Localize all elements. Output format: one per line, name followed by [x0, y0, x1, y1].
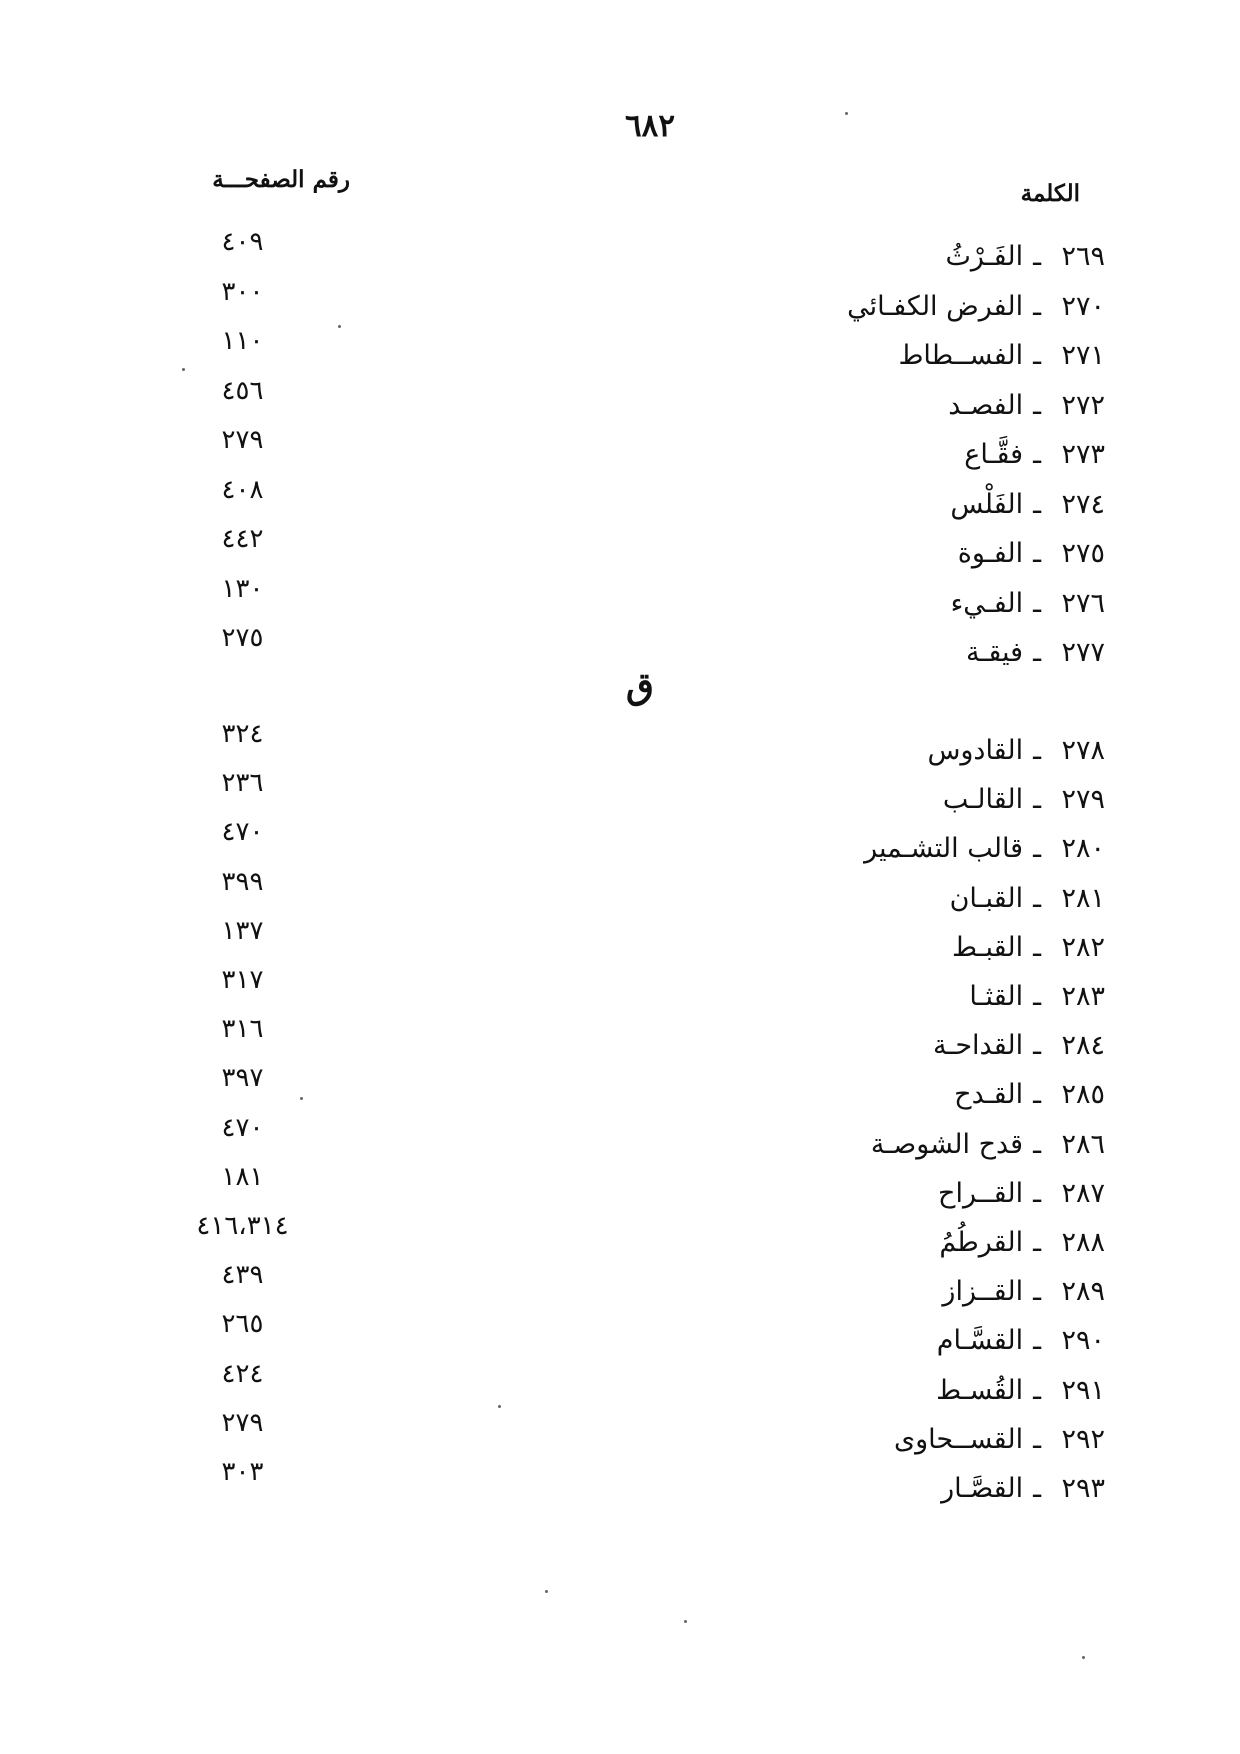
entry-row	[700, 973, 1105, 1021]
entry-page-ref: ٢٧٥	[221, 623, 264, 653]
entry-number: ٢٧٧	[1061, 637, 1105, 668]
entry-row	[700, 1071, 1105, 1119]
entry-word: الفَلْس	[950, 488, 1024, 520]
entry-dash: ـ	[1033, 1276, 1041, 1308]
entry-word: القسَّـام	[936, 1325, 1024, 1357]
entry-page-ref: ٣٩٧	[221, 1063, 264, 1094]
entry-number: ٢٦٩	[1061, 241, 1105, 272]
entry-number: ٢٨٥	[1061, 1079, 1105, 1111]
entry-row	[700, 283, 1105, 331]
entry-number: ٢٩٣	[1061, 1473, 1105, 1504]
entry-number: ٢٧٤	[1061, 488, 1105, 520]
entry-page-ref: ٤٢٤	[221, 1358, 264, 1389]
entry-number: ٢٧١	[1061, 340, 1105, 371]
entry-number: ٢٨٨	[1061, 1227, 1105, 1258]
entry-dash: ـ	[1033, 931, 1041, 963]
entry-word: القُسـط	[936, 1374, 1024, 1406]
entry-number: ٢٩١	[1061, 1374, 1105, 1406]
entry-page-ref: ١٣٧	[221, 915, 264, 946]
entry-dash: ـ	[1033, 1227, 1041, 1258]
entry-word: القــزاز	[942, 1276, 1024, 1308]
entry-page-ref: ٣١٧	[221, 965, 264, 995]
entry-dash: ـ	[1033, 1177, 1041, 1209]
entry-number: ٢٧٦	[1061, 587, 1105, 619]
entry-row	[700, 332, 1105, 380]
section-letter: ق	[626, 665, 654, 707]
entry-row	[700, 431, 1105, 479]
entry-row	[700, 1367, 1105, 1415]
entry-number: ٢٨٠	[1061, 833, 1105, 865]
entry-row	[700, 1416, 1105, 1464]
entry-word: الفســطاط	[898, 340, 1024, 371]
entry-dash: ـ	[1033, 981, 1041, 1012]
entry-dash: ـ	[1033, 290, 1041, 322]
entry-row	[700, 1465, 1105, 1513]
entry-number: ٢٨٢	[1061, 931, 1105, 963]
entry-row	[700, 382, 1105, 430]
entry-dash: ـ	[1033, 735, 1041, 766]
entry-row	[700, 1170, 1105, 1218]
entry-row	[700, 776, 1105, 824]
entry-word: القالـب	[942, 784, 1024, 816]
page-column-header: رقم الصفحـــة	[212, 166, 350, 193]
entry-word: القــراح	[938, 1177, 1024, 1209]
entry-word: قدح الشوصـة	[870, 1128, 1024, 1160]
entry-page-ref: ٤٥٦	[221, 375, 264, 406]
entry-number: ٢٧٠	[1061, 290, 1105, 322]
entry-dash: ـ	[1033, 538, 1041, 569]
entry-dash: ـ	[1033, 1374, 1041, 1406]
entry-dash: ـ	[1033, 1473, 1041, 1504]
entry-dash: ـ	[1033, 488, 1041, 520]
entry-page-ref: ٤٧٠	[221, 1112, 264, 1143]
entry-page-ref: ٣٠٠	[221, 276, 264, 307]
entry-dash: ـ	[1033, 1128, 1041, 1160]
entry-page-ref: ٤٧٠	[221, 817, 264, 848]
entry-number: ٢٩٢	[1061, 1423, 1105, 1455]
entry-row	[700, 530, 1105, 578]
entry-dash: ـ	[1033, 241, 1041, 272]
entry-number: ٢٨٦	[1061, 1128, 1105, 1160]
entry-dash: ـ	[1033, 1079, 1041, 1111]
entry-word: القثـا	[969, 981, 1024, 1012]
entry-word: الفرض الكفـائي	[847, 290, 1024, 322]
entry-page-ref: ٤٠٨	[221, 474, 264, 505]
entry-word: قالب التشـمير	[864, 833, 1024, 865]
entry-word: القداحـة	[932, 1030, 1024, 1062]
entry-number: ٢٧٩	[1061, 784, 1105, 816]
word-column-header: الكلمة	[1020, 180, 1080, 207]
entry-dash: ـ	[1033, 1030, 1041, 1062]
entry-number: ٢٨٤	[1061, 1030, 1105, 1062]
entry-dash: ـ	[1033, 882, 1041, 914]
entry-page-ref: ٢٣٦	[221, 768, 264, 799]
entry-word: القبـط	[952, 931, 1024, 963]
entry-dash: ـ	[1033, 389, 1041, 421]
entry-page-ref: ٢٧٩	[221, 425, 264, 455]
entry-row	[700, 727, 1105, 775]
entry-dash: ـ	[1033, 340, 1041, 371]
entry-word: الفـوة	[957, 538, 1024, 569]
entry-word: القصَّـار	[941, 1473, 1024, 1504]
entry-page-ref: ٤١٦،٣١٤	[196, 1211, 289, 1241]
entry-page-ref: ٤٣٩	[221, 1260, 264, 1291]
entry-page-ref: ٢٦٥	[221, 1309, 264, 1340]
entry-row	[700, 1219, 1105, 1267]
entry-row	[700, 825, 1105, 873]
entry-row	[700, 875, 1105, 923]
entry-row	[700, 1268, 1105, 1316]
entry-word: القـدح	[954, 1079, 1024, 1111]
entry-row	[700, 629, 1105, 677]
entry-page-ref: ٢٧٩	[221, 1407, 264, 1438]
page-number: ٦٨٢	[625, 108, 675, 144]
entry-number: ٢٧٣	[1061, 439, 1105, 470]
entry-number: ٢٨٧	[1061, 1177, 1105, 1209]
entry-word: القبـان	[949, 882, 1024, 914]
entry-word: الفصـد	[948, 389, 1024, 421]
entry-word: القادوس	[927, 735, 1024, 766]
entry-page-ref: ٤٠٩	[221, 227, 264, 257]
entry-row	[700, 481, 1105, 529]
entry-row	[700, 580, 1105, 628]
entry-page-ref: ١٨١	[221, 1161, 264, 1192]
entry-dash: ـ	[1033, 637, 1041, 668]
entry-page-ref: ٤٤٢	[221, 524, 264, 554]
entry-number: ٢٧٢	[1061, 389, 1105, 421]
entry-dash: ـ	[1033, 587, 1041, 619]
entry-word: الفـيء	[950, 587, 1024, 619]
entry-page-ref: ٣٢٤	[221, 719, 264, 749]
entry-dash: ـ	[1033, 439, 1041, 470]
entry-number: ٢٧٨	[1061, 735, 1105, 766]
entry-row	[700, 1022, 1105, 1070]
entry-word: القســحاوى	[893, 1423, 1024, 1455]
entry-page-ref: ٣٩٩	[221, 866, 264, 897]
entry-row	[700, 233, 1105, 281]
entry-number: ٢٧٥	[1061, 538, 1105, 569]
entry-row	[700, 1121, 1105, 1169]
entry-number: ٢٩٠	[1061, 1325, 1105, 1357]
entry-dash: ـ	[1033, 784, 1041, 816]
entry-row	[700, 924, 1105, 972]
entry-number: ٢٨١	[1061, 882, 1105, 914]
entry-number: ٢٨٩	[1061, 1276, 1105, 1308]
entry-page-ref: ١١٠	[221, 326, 264, 356]
entry-dash: ـ	[1033, 1325, 1041, 1357]
entry-dash: ـ	[1033, 1423, 1041, 1455]
entry-number: ٢٨٣	[1061, 981, 1105, 1012]
entry-word: الفَـرْثُ	[945, 241, 1024, 272]
entry-page-ref: ١٣٠	[221, 573, 264, 604]
entry-word: فيقـة	[965, 637, 1024, 668]
entry-dash: ـ	[1033, 833, 1041, 865]
entry-word: القرطُمُ	[939, 1227, 1024, 1258]
entry-row	[700, 1317, 1105, 1365]
entry-page-ref: ٣١٦	[221, 1014, 264, 1045]
entry-word: فقَّـاع	[964, 439, 1024, 470]
entry-page-ref: ٣٠٣	[221, 1457, 264, 1487]
